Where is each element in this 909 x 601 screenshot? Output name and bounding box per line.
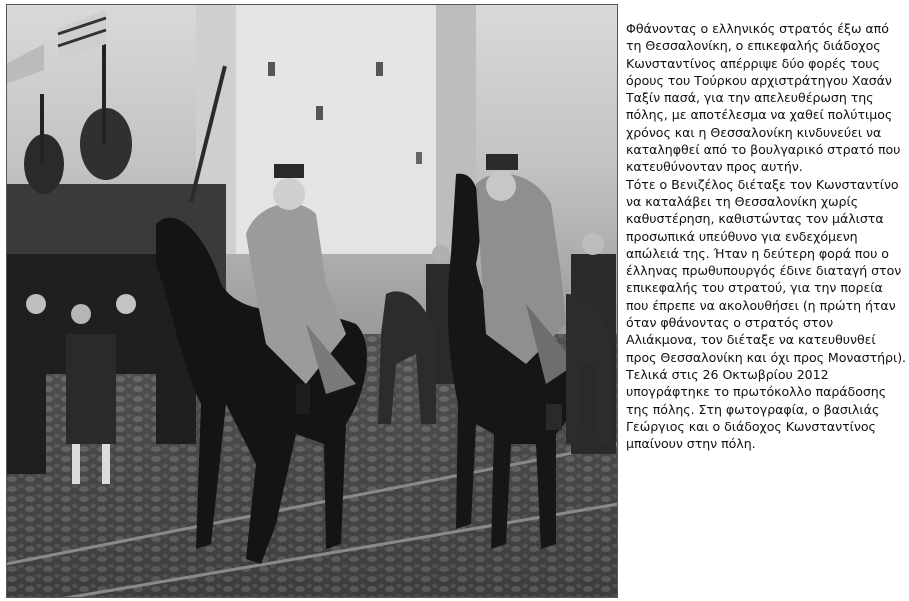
caption-paragraph-3: Τελικά στις 26 Οκτωβρίου 2012 υπογράφτηκε το πρωτόκολλο παράδοσης της πόλης. Στη φωτογραφία, ο βασιλιάς Γεώργιος και ο διάδοχος Κωνσταντίνος μπαίνουν στην πόλη. (626, 366, 887, 452)
photo-illustration (6, 4, 618, 598)
white-tower (196, 4, 476, 254)
historical-photograph (6, 4, 618, 598)
caption-paragraph-1: Φθάνοντας ο ελληνικός στρατός έξω από τη Θεσσαλονίκη, ο επικεφαλής διάδοχος Κωνσταντίνος απέρριψε δύο φορές τους όρους του Τούρκου αρχιστράτηγου Χασάν Ταξίν πασά, για την απελευθέρωση της πόλης, με αποτέλεσμα να χαθεί πολύτιμος χρόνος και η Θεσσαλονίκη κινδυνεύει να καταληφθεί από το βουλγαρικό στρατό που κατευθύνονταν προς αυτήν. (626, 21, 901, 175)
caption-text (626, 20, 906, 452)
caption-paragraph-2: Τότε ο Βενιζέλος διέταξε τον Κωνσταντίνο να καταλάβει τη Θεσσαλονίκη χωρίς καθυστέρηση, καθιστώντας τον μάλιστα προσωπικά υπεύθυνο για ενδεχόμενη απώλειά της. Ήταν η δεύτερη φορά που ο έλληνας πρωθυπουργός έδινε διαταγή στον επικεφαλής του στρατού, για την πορεία που έπρεπε να ακολουθήσει (η πρώτη ήταν όταν φθάνοντας ο στρατός στον Αλιάκμονα, τον διέταξε να κατευθυνθεί προς Θεσσαλονίκη και όχι προς Μοναστήρι). (626, 176, 907, 365)
